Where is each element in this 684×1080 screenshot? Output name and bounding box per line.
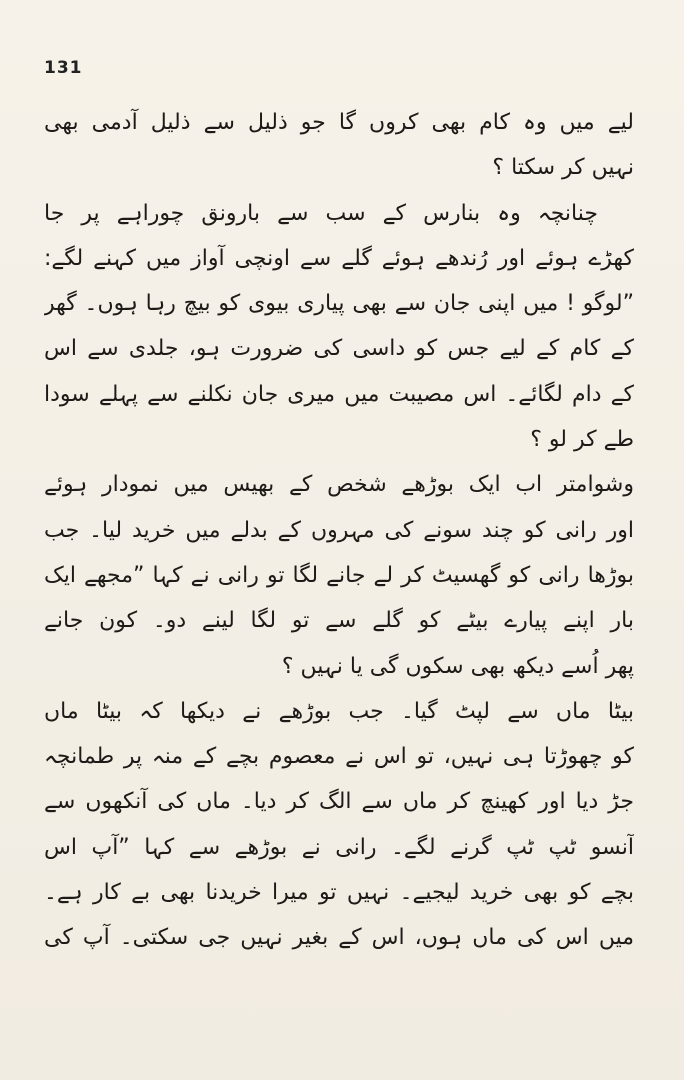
text-line: بچے کو بھی خرید لیجیے۔ نہیں تو میرا خریدنا بھی بے کار ہے۔ <box>44 880 634 906</box>
text-line: چنانچہ وہ بنارس کے سب سے بارونق چوراہے پر جا <box>44 200 598 226</box>
text-line: جڑ دیا اور کھینچ کر ماں سے الگ کر دیا۔ ماں کی آنکھوں سے <box>44 789 634 815</box>
text-line: اور رانی کو چند سونے کی مہروں کے بدلے میں خرید لیا۔ جب <box>44 517 634 543</box>
text-line: وشوامتر اب ایک بوڑھے شخص کے بھیس میں نمودار ہوئے <box>44 472 634 498</box>
text-line: بار اپنے پیارے بیٹے کو گلے سے تو لگا لینے دو۔ کون جانے <box>44 608 634 634</box>
text-line: ”لوگو ! میں اپنی جان سے بھی پیاری بیوی کو بیچ رہا ہوں۔ گھر <box>44 291 634 317</box>
text-line: نہیں کر سکتا ؟ <box>492 155 634 181</box>
page-number: 131 <box>44 58 83 78</box>
text-line: بوڑھا رانی کو گھسیٹ کر لے جانے لگا تو رانی نے کہا ”مجھے ایک <box>44 562 634 588</box>
text-line: آنسو ٹپ ٹپ گرنے لگے۔ رانی نے بوڑھے سے کہا ”آپ اس <box>44 834 634 860</box>
text-line: کے دام لگائے۔ اس مصیبت میں میری جان نکلنے سے پہلے سودا <box>44 381 634 407</box>
text-line: پھر اُسے دیکھ بھی سکوں گی یا نہیں ؟ <box>281 653 634 679</box>
page-text <box>44 100 634 961</box>
text-line: کو چھوڑتا ہی نہیں، تو اس نے معصوم بچے کے منہ پر طمانچہ <box>44 744 634 770</box>
text-line: طے کر لو ؟ <box>530 427 634 453</box>
text-line: بیٹا ماں سے لپٹ گیا۔ جب بوڑھے نے دیکھا کہ بیٹا ماں <box>44 698 634 724</box>
text-line: کے کام کے لیے جس کو داسی کی ضرورت ہو، جلدی سے اس <box>44 336 634 362</box>
text-line: لیے میں وہ کام بھی کروں گا جو ذلیل سے ذلیل آدمی بھی <box>44 110 634 135</box>
text-line: میں اس کی ماں ہوں، اس کے بغیر نہیں جی سکتی۔ آپ کی <box>44 925 634 951</box>
text-line: کھڑے ہوئے اور رُندھے ہوئے گلے سے اونچی آواز میں کہنے لگے: <box>44 245 634 271</box>
